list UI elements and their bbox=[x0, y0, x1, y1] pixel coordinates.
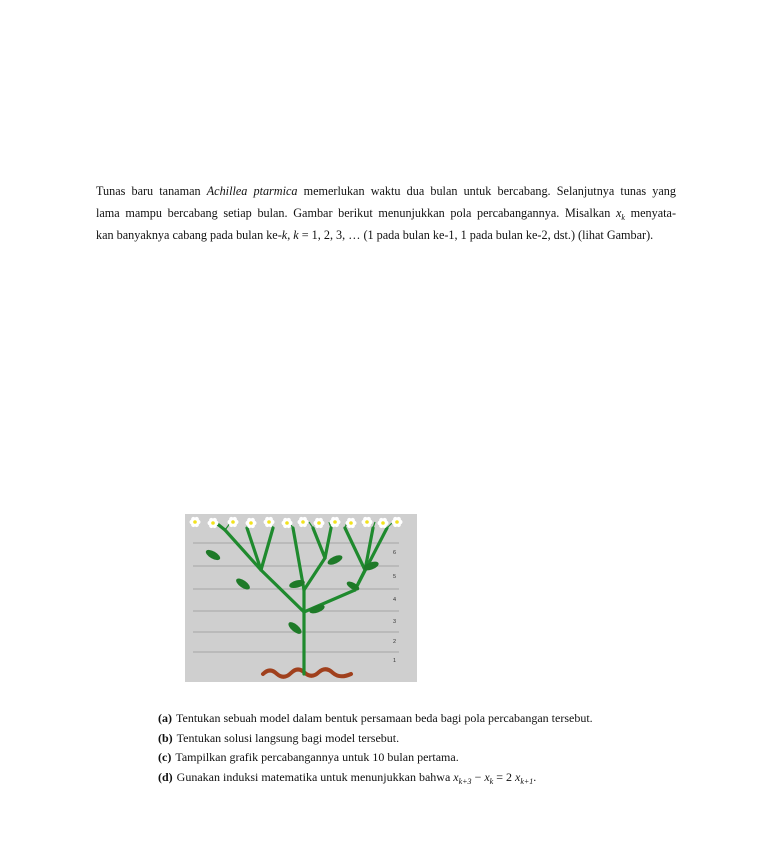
question-b bbox=[158, 729, 678, 749]
question-label: (b) bbox=[158, 730, 173, 745]
math-variable: x bbox=[515, 769, 521, 784]
month-label-1: 1 bbox=[393, 658, 397, 664]
question-a bbox=[158, 709, 678, 729]
flower-center bbox=[249, 521, 253, 525]
flower-center bbox=[211, 521, 215, 525]
flower-center bbox=[231, 520, 235, 524]
flower-center bbox=[193, 520, 197, 524]
question-list bbox=[158, 709, 678, 787]
flower-center bbox=[317, 521, 321, 525]
question-text: Tampilkan grafik percabangannya untuk 10 bulan pertama. bbox=[175, 750, 459, 764]
flower-center bbox=[395, 520, 399, 524]
flower-center bbox=[267, 520, 271, 524]
intro-text: memerlukan waktu dua bulan untuk bercabang. Selanjutnya tunas yang bbox=[297, 184, 676, 198]
math-variable: x bbox=[484, 769, 490, 784]
month-label-2: 2 bbox=[393, 639, 397, 645]
question-label: (a) bbox=[158, 711, 172, 725]
question-c bbox=[158, 748, 678, 768]
question-text: Gunakan induksi matematika untuk menunjukkan bahwa bbox=[176, 769, 454, 784]
flower-center bbox=[301, 520, 305, 524]
intro-text: menyata- bbox=[624, 206, 677, 220]
intro-text: lama mampu bercabang setiap bulan. Gambar berikut menunjukkan pola percabangannya. Misalkan bbox=[96, 206, 616, 220]
math-operator: = 2 bbox=[493, 769, 516, 784]
intro-text: Tunas baru tanaman bbox=[96, 184, 207, 198]
flower-center bbox=[349, 521, 353, 525]
math-subscript: k bbox=[621, 213, 625, 222]
intro-text: , bbox=[287, 228, 294, 242]
math-subscript: k+3 bbox=[458, 776, 472, 786]
month-label-6: 6 bbox=[393, 550, 397, 556]
question-text: Tentukan solusi langsung bagi model tersebut. bbox=[176, 730, 400, 745]
math-variable: k bbox=[281, 228, 288, 242]
question-text: Tentukan sebuah model dalam bentuk persamaan beda bagi pola percabangan tersebut. bbox=[176, 711, 593, 725]
species-name: Achillea ptarmica bbox=[206, 184, 298, 198]
intro-line-3 bbox=[96, 224, 676, 246]
math-subscript: k+1 bbox=[520, 776, 534, 786]
month-label-5: 5 bbox=[393, 574, 397, 580]
intro-line-1 bbox=[96, 180, 676, 202]
flower-center bbox=[333, 520, 337, 524]
intro-line-2 bbox=[96, 202, 676, 224]
branching-figure bbox=[185, 514, 417, 682]
math-operator: . bbox=[533, 769, 537, 784]
flower-center bbox=[381, 521, 385, 525]
question-label: (d) bbox=[158, 769, 173, 784]
month-label-4: 4 bbox=[393, 597, 397, 603]
plant-illustration bbox=[185, 514, 417, 682]
math-operator: − bbox=[471, 769, 485, 784]
flower-center bbox=[285, 521, 289, 525]
intro-text: kan banyaknya cabang pada bulan ke- bbox=[96, 228, 282, 242]
math-variable: x bbox=[616, 206, 622, 220]
question-label: (c) bbox=[158, 750, 172, 764]
question-d bbox=[158, 768, 678, 788]
intro-paragraph bbox=[96, 180, 676, 246]
math-variable: k bbox=[293, 228, 299, 242]
intro-text: = 1, 2, 3, … (1 pada bulan ke-1, 1 pada bulan ke-2, dst.) (lihat Gambar). bbox=[298, 228, 654, 242]
flower-center bbox=[365, 520, 369, 524]
math-subscript: k bbox=[489, 776, 494, 786]
math-variable: x bbox=[453, 769, 459, 784]
month-label-3: 3 bbox=[393, 619, 397, 625]
